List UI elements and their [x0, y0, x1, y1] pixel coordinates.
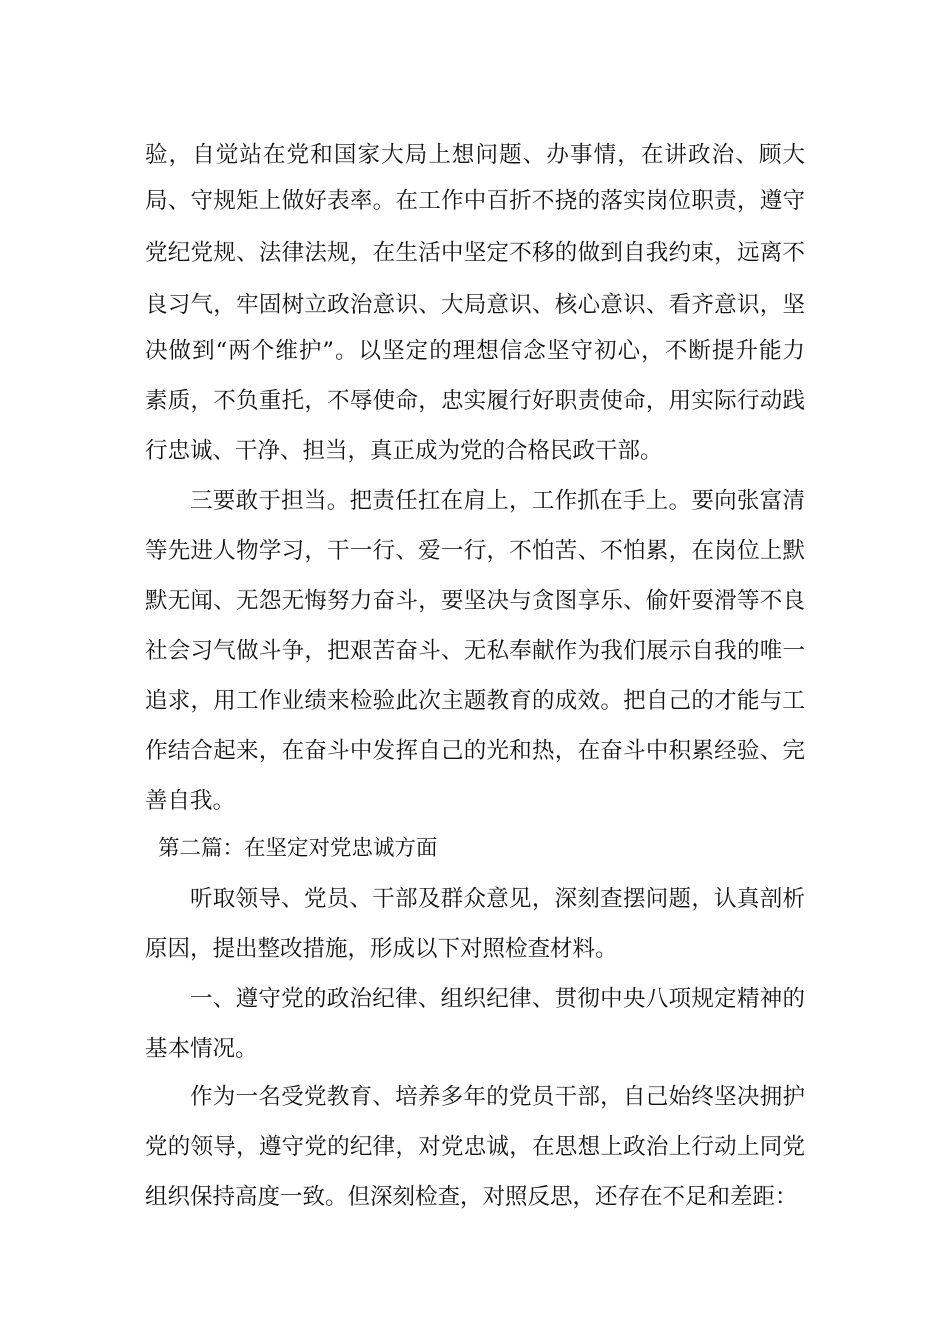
text-line: 善自我。	[145, 788, 236, 814]
text-line: 等先进人物学习，干一行、爱一行，不怕苦、不怕累，在岗位上默	[145, 538, 805, 564]
text-line: 默无闻、无怨无悔努力奋斗，要坚决与贪图享乐、偷奸耍滑等不良	[145, 588, 805, 614]
text-line: 组织保持高度一致。但深刻检查，对照反思，还存在不足和差距：	[145, 1184, 798, 1210]
text-line: 行忠诚、干净、担当，真正成为党的合格民政干部。	[145, 438, 663, 464]
text-line: 作结合起来，在奋斗中发挥自己的光和热，在奋斗中积累经验、完	[145, 738, 805, 764]
text-line: 社会习气做斗争，把艰苦奋斗、无私奉献作为我们展示自我的唯一	[145, 638, 805, 664]
text-line: 原因，提出整改措施，形成以下对照检查材料。	[145, 936, 618, 962]
paragraph-first-line: 三要敢于担当。把责任扛在肩上，工作抓在手上。要向张富清	[190, 488, 805, 514]
paragraph-first-line: 听取领导、党员、干部及群众意见，深刻查摆问题，认真剖析	[190, 886, 805, 912]
paragraph-first-line: 作为一名受党教育、培养多年的党员干部，自己始终坚决拥护	[190, 1084, 805, 1110]
text-line: 追求，用工作业绩来检验此次主题教育的成效。把自己的才能与工	[145, 688, 805, 714]
text-line: 党的领导，遵守党的纪律，对党忠诚，在思想上政治上行动上同党	[145, 1134, 805, 1160]
section-heading: 第二篇：在坚定对党忠诚方面	[158, 836, 438, 861]
text-line: 党纪党规、法律法规，在生活中坚定不移的做到自我约束，远离不	[145, 240, 805, 266]
text-line: 素质，不负重托，不辱使命，忠实履行好职责使命，用实际行动践	[145, 388, 805, 414]
paragraph-first-line: 一、遵守党的政治纪律、组织纪律、贯彻中央八项规定精神的	[190, 986, 805, 1012]
text-line: 良习气，牢固树立政治意识、大局意识、核心意识、看齐意识，坚	[145, 292, 805, 318]
text-line: 验，自觉站在党和国家大局上想问题、办事情，在讲政治、顾大	[145, 142, 805, 168]
text-line: 基本情况。	[145, 1036, 258, 1062]
text-line: 局、守规矩上做好表率。在工作中百折不挠的落实岗位职责，遵守	[145, 188, 805, 214]
text-line: 决做到“两个维护”。以坚定的理想信念坚守初心，不断提升能力	[145, 338, 805, 364]
